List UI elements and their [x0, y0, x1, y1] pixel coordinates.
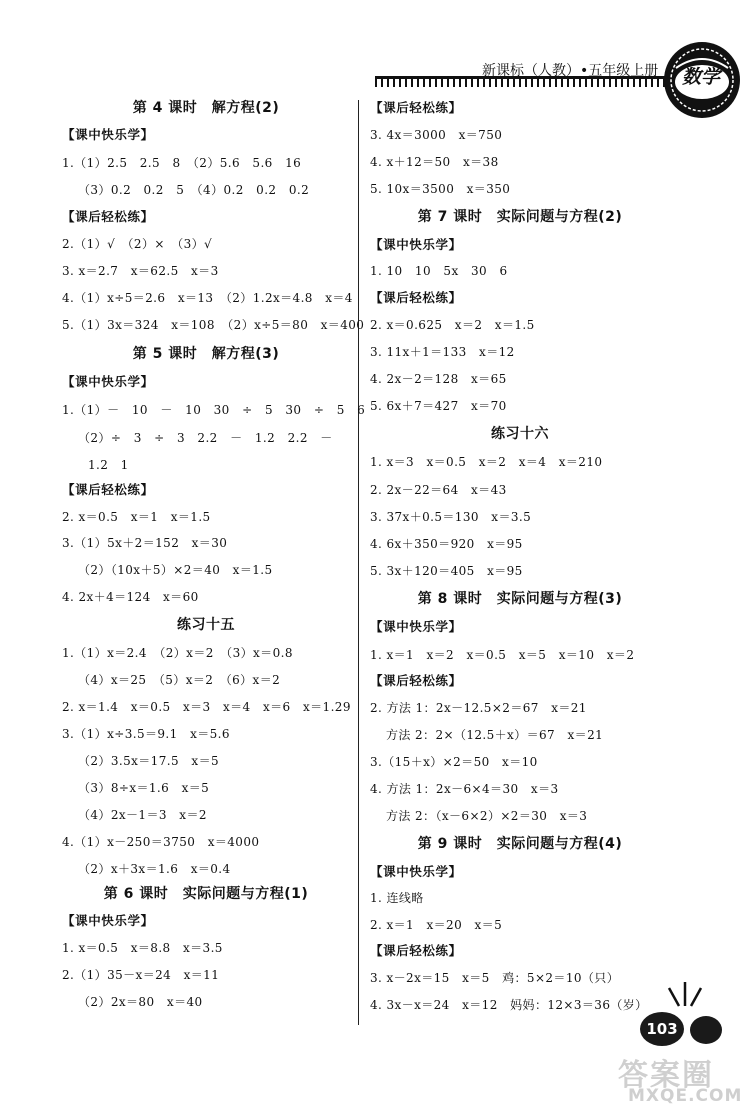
answer-line: 2.（1）√ （2）× （3）√: [62, 237, 213, 251]
answer-line: 1. 10 10 5x 30 6: [370, 264, 508, 278]
watermark-logo-text: 答案圈: [618, 1058, 714, 1093]
answer-line: 5. 3x＋120＝405 x＝95: [370, 564, 523, 578]
section-label: 【课后轻松练】: [62, 209, 154, 224]
answer-line: 3.（1）5x＋2＝152 x＝30: [62, 536, 228, 550]
section-label: 【课中快乐学】: [370, 237, 462, 252]
answer-line: 4. 方法 1：2x－6×4＝30 x＝3: [370, 782, 559, 796]
lesson-heading: 第 4 课时 解方程(2): [132, 100, 280, 116]
sparkle-rays-icon: [665, 978, 705, 1008]
header-serrated-rule: [375, 79, 665, 87]
answer-line: （4）x＝25 （5）x＝2 （6）x＝2: [78, 673, 281, 687]
section-label: 【课后轻松练】: [370, 673, 462, 688]
answer-line: 1. x＝3 x＝0.5 x＝2 x＝4 x＝210: [370, 455, 603, 469]
answer-line: 3.（1）x÷3.5＝9.1 x＝5.6: [62, 727, 230, 741]
answer-line: 5.（1）3x＝324 x＝108 （2）x÷5＝80 x＝400: [62, 318, 365, 332]
answer-line: （3）8÷x＝1.6 x＝5: [78, 781, 210, 795]
page-header: [0, 0, 750, 110]
answer-line: 2.（1）35－x＝24 x＝11: [62, 968, 220, 982]
answer-line: 1. x＝1 x＝2 x＝0.5 x＝5 x＝10 x＝2: [370, 648, 635, 662]
answer-line: 4. x＋12＝50 x＝38: [370, 155, 499, 169]
answer-line: 方法 2：2×（12.5＋x）＝67 x＝21: [386, 728, 604, 742]
answer-line: 3. 37x＋0.5＝130 x＝3.5: [370, 510, 532, 524]
answer-line: 1.2 1: [88, 458, 129, 472]
lesson-heading: 第 6 课时 实际问题与方程(1): [103, 886, 309, 902]
lesson-heading: 第 9 课时 实际问题与方程(4): [417, 836, 623, 852]
answer-line: 4.（1）x－250＝3750 x＝4000: [62, 835, 260, 849]
answer-line: 2. 方法 1：2x－12.5×2＝67 x＝21: [370, 701, 587, 715]
answer-line: 2. 2x－22＝64 x＝43: [370, 483, 507, 497]
section-label: 【课后轻松练】: [370, 100, 462, 115]
answer-line: 2. x＝0.625 x＝2 x＝1.5: [370, 318, 535, 332]
answer-line: 1. 连线略: [370, 891, 424, 905]
subject-badge-label: 数学: [681, 66, 720, 88]
page-number: 103: [640, 1012, 684, 1046]
answer-line: 4. 2x－2＝128 x＝65: [370, 372, 507, 386]
answer-line: 1.（1）2.5 2.5 8 （2）5.6 5.6 16: [62, 156, 302, 170]
section-label: 【课中快乐学】: [62, 374, 154, 389]
lesson-heading: 第 8 课时 实际问题与方程(3): [417, 591, 623, 607]
answer-line: 1.（1）x＝2.4 （2）x＝2 （3）x＝0.8: [62, 646, 293, 660]
answer-line: 5. 10x＝3500 x＝350: [370, 182, 511, 196]
watermark-url: MXQE.COM: [628, 1086, 743, 1106]
answer-line: 1.（1）－ 10 － 10 30 ÷ 5 30 ÷ 5 6: [62, 403, 366, 417]
answer-line: （2）3.5x＝17.5 x＝5: [78, 754, 220, 768]
section-label: 【课后轻松练】: [370, 290, 462, 305]
section-label: 【课中快乐学】: [62, 127, 154, 142]
lesson-heading: 练习十五: [177, 617, 235, 633]
book-series-label: 新课标（人教）•五年级上册: [482, 63, 659, 79]
answer-line: （2）x＋3x＝1.6 x＝0.4: [78, 862, 231, 876]
answer-line: 2. x＝0.5 x＝1 x＝1.5: [62, 510, 211, 524]
answer-line: （4）2x－1＝3 x＝2: [78, 808, 207, 822]
answer-line: 1. x＝0.5 x＝8.8 x＝3.5: [62, 941, 223, 955]
answer-line: 4. 2x＋4＝124 x＝60: [62, 590, 199, 604]
page-number-decoration: [690, 1016, 722, 1044]
answer-line: 方法 2：（x－6×2）×2＝30 x＝3: [386, 809, 588, 823]
site-watermark: [610, 1050, 745, 1108]
answer-line: 4.（1）x÷5＝2.6 x＝13 （2）1.2x＝4.8 x＝4: [62, 291, 353, 305]
answer-line: （2）2x＝80 x＝40: [78, 995, 203, 1009]
column-divider: [358, 100, 359, 1025]
lesson-heading: 第 7 课时 实际问题与方程(2): [417, 209, 623, 225]
answer-line: （3）0.2 0.2 5 （4）0.2 0.2 0.2: [78, 183, 310, 197]
answer-line: 4. 3x－x＝24 x＝12 妈妈：12×3＝36（岁）: [370, 998, 648, 1012]
answer-line: 3.（15＋x）×2＝50 x＝10: [370, 755, 538, 769]
answer-line: 2. x＝1 x＝20 x＝5: [370, 918, 503, 932]
answer-line: 5. 6x＋7＝427 x＝70: [370, 399, 507, 413]
answer-line: 3. 11x＋1＝133 x＝12: [370, 345, 515, 359]
lesson-heading: 第 5 课时 解方程(3): [132, 346, 280, 362]
section-label: 【课中快乐学】: [370, 619, 462, 634]
answer-line: 2. x＝1.4 x＝0.5 x＝3 x＝4 x＝6 x＝1.29: [62, 700, 351, 714]
section-label: 【课中快乐学】: [370, 864, 462, 879]
answer-line: 3. x＝2.7 x＝62.5 x＝3: [62, 264, 219, 278]
section-label: 【课后轻松练】: [370, 943, 462, 958]
lesson-heading: 练习十六: [491, 426, 549, 442]
answer-line: 3. 4x＝3000 x＝750: [370, 128, 503, 142]
answer-line: 4. 6x＋350＝920 x＝95: [370, 537, 523, 551]
answer-line: （2）÷ 3 ÷ 3 2.2 － 1.2 2.2 －: [78, 431, 333, 445]
section-label: 【课后轻松练】: [62, 482, 154, 497]
answer-line: （2）（10x＋5）×2＝40 x＝1.5: [78, 563, 273, 577]
answer-line: 3. x－2x＝15 x＝5 鸡：5×2＝10（只）: [370, 971, 620, 985]
section-label: 【课中快乐学】: [62, 913, 154, 928]
